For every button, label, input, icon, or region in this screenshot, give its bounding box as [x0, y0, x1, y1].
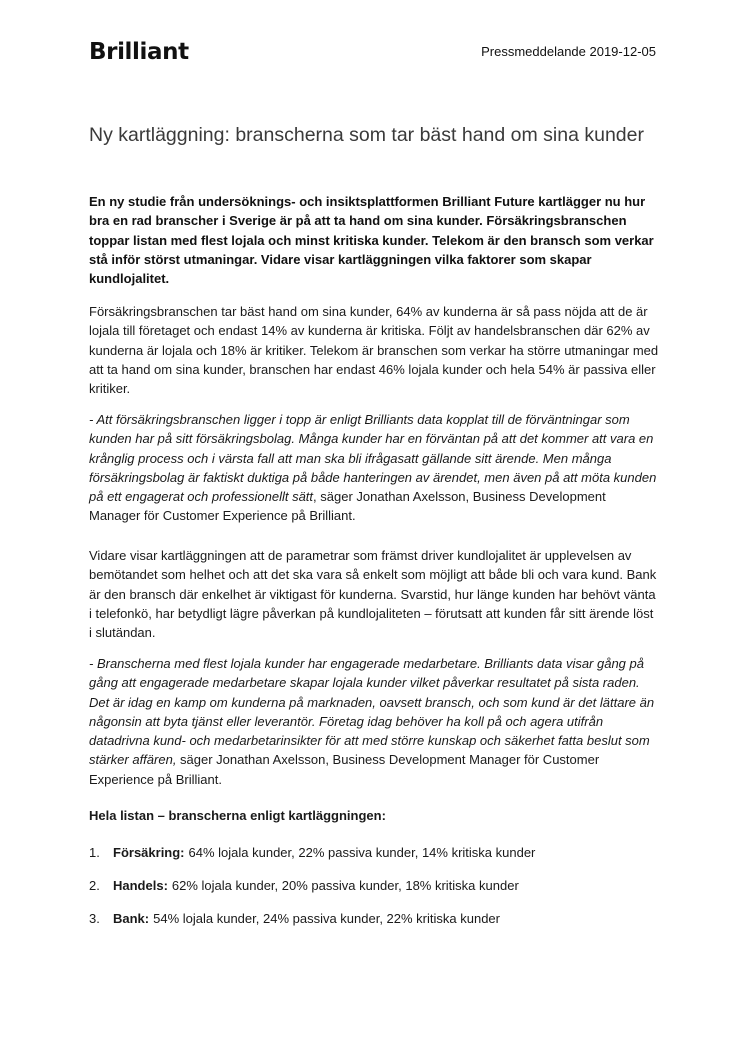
quote-paragraph-2 [89, 654, 659, 789]
list-number: 2. [89, 878, 100, 893]
body-paragraph-1: Försäkringsbranschen tar bäst hand om sina kunder, 64% av kunderna är så pass nöjda att de är lojala till företaget och endast 14% av kunderna är kritiska. Följt av handelsbranschen där 62% av kunderna är lojala och 18% är kritiker. Telekom är branschen som verkar ha större utmaningar med att ta hand om sina kunder, branschen har endast 46% lojala kunder och hela 54% är passiva eller kritiker. [89, 304, 659, 397]
quote-text: - Att försäkringsbranschen ligger i topp är enligt Brilliants data kopplat till de förväntningar som kunden har på sitt försäkringsbolag. Många kunder har en förväntan på att det kommer att vara en krånglig process och i värsta fall att man ska bli ifrågasatt gällande sitt ärende. Men många försäkringsbolag är faktiskt duktiga på både hanteringen av ärendet, men även på att möta kunden på ett engagerat och professionellt sätt [89, 412, 657, 505]
page-title: Ny kartläggning: branscherna som tar bäst hand om sina kunder [89, 124, 644, 146]
list-item [89, 911, 535, 944]
quote-attribution: säger Jonathan Axelsson, Business Development Manager för Customer Experience på Brilliant. [89, 752, 600, 787]
list-item [89, 878, 535, 911]
list-number: 1. [89, 845, 100, 860]
industry-list [89, 845, 535, 944]
list-heading: Hela listan – branscherna enligt kartläggningen: [89, 808, 386, 823]
quote-paragraph-1 [89, 410, 659, 526]
lead-paragraph: En ny studie från undersöknings- och insiktsplattformen Brilliant Future kartlägger nu hur bra en rad branscher i Sverige är på att ta hand om sina kunder. Försäkringsbranschen toppar listan med flest lojala och minst kritiska kunder. Telekom är den bransch som verkar stå inför störst utmaningar. Vidare visar kartläggningen vilka faktorer som skapar kundlojalitet. [89, 194, 654, 287]
list-item-name: Handels: [113, 878, 168, 893]
list-item-text: 54% lojala kunder, 24% passiva kunder, 22% kritiska kunder [153, 911, 500, 926]
list-item-name: Bank: [113, 911, 150, 926]
list-item [89, 845, 535, 878]
list-number: 3. [89, 911, 100, 926]
body-paragraph-2: Vidare visar kartläggningen att de parametrar som främst driver kundlojalitet är upplevelsen av bemötandet som helhet och att det ska vara så enkelt som möjligt att både bli och vara kund. Bank är den bransch där enkelhet är viktigast för kunderna. Svarstid, hur länge kunden har behövt vänta i telefonkö, har betydligt lägre påverkan på kundlojaliteten – förutsatt att kunden får sitt ärende löst i slutändan. [89, 548, 657, 641]
quote-attribution: , säger Jonathan Axelsson, Business Development Manager för Customer Experience på Brilliant. [89, 489, 606, 524]
list-item-name: Försäkring: [113, 845, 185, 860]
press-release-date: Pressmeddelande 2019-12-05 [481, 44, 656, 59]
list-item-text: 64% lojala kunder, 22% passiva kunder, 14% kritiska kunder [188, 845, 536, 860]
brilliant-logo: Brilliant [89, 39, 189, 65]
list-item-text: 62% lojala kunder, 20% passiva kunder, 18% kritiska kunder [171, 878, 519, 893]
quote-text: - Branscherna med flest lojala kunder har engagerade medarbetare. Brilliants data visar gång på gång att engagerade medarbetare skapar lojala kunder vilket påverkar resultatet på sista raden. Det är idag en kamp om kunderna på marknaden, oavsett bransch, och som kund är det lättare än någonsin att byta tjänst eller leverantör. Företag idag behöver ha koll på och agera utifrån datadrivna kund- och medarbetarinsikter för att med större kunskap och säkerhet fatta beslut som stärker affären, [89, 656, 655, 768]
